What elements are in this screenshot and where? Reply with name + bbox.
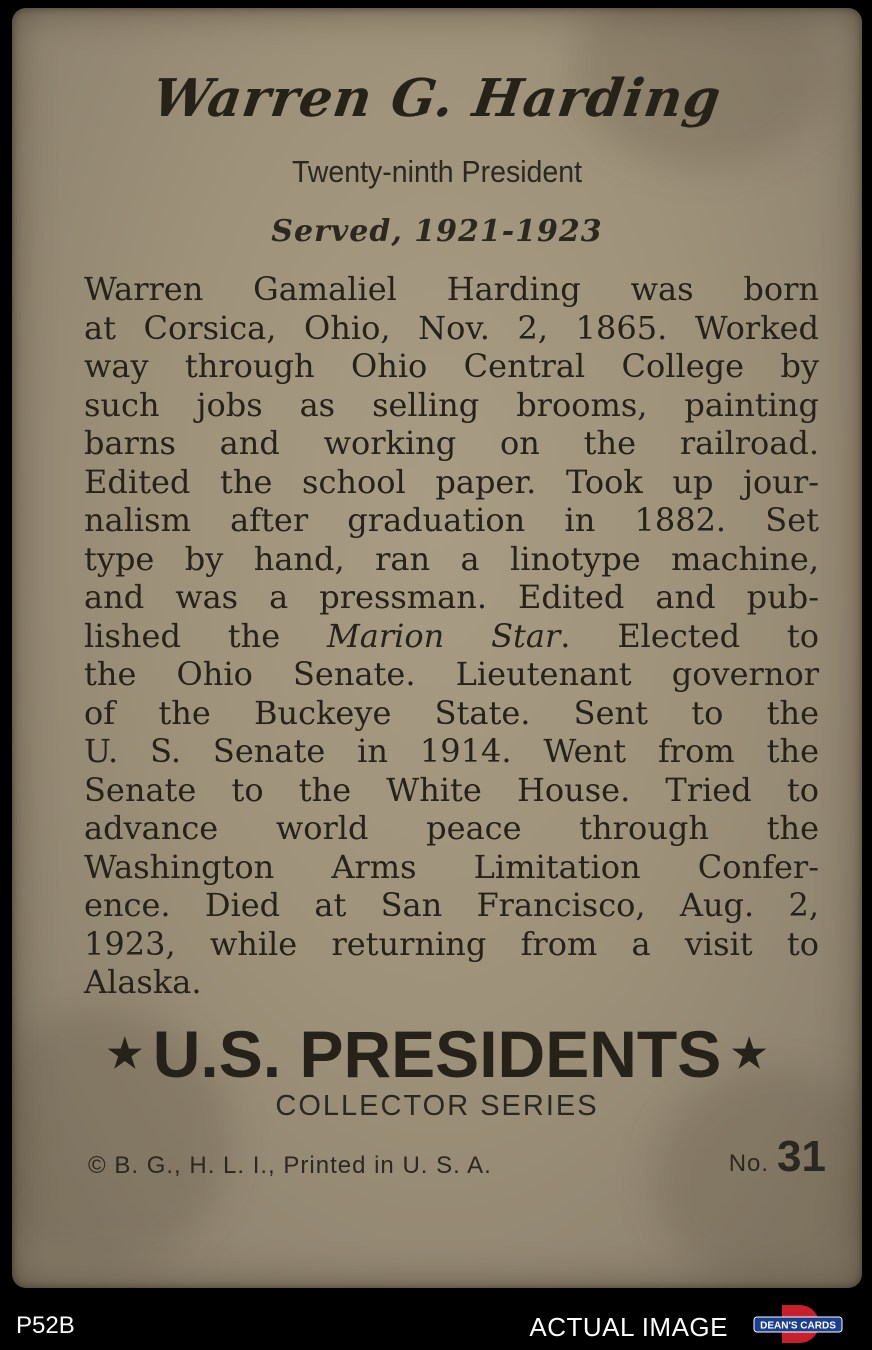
deans-cards-logo-icon xyxy=(752,1303,844,1345)
biography-line-text: lished the xyxy=(84,616,328,655)
card-number xyxy=(729,1132,826,1182)
biography-line: such jobs as selling brooms, painting xyxy=(84,385,819,424)
series-title-text: U.S. PRESIDENTS xyxy=(152,1017,722,1091)
star-icon: ★ xyxy=(731,1032,768,1076)
logo-text: DEAN'S CARDS xyxy=(760,1320,836,1332)
series-title xyxy=(12,1016,862,1092)
president-name: Warren G. Harding xyxy=(148,68,726,129)
biography-line: at Corsica, Ohio, Nov. 2, 1865. Worked xyxy=(84,308,819,347)
biography-line: of the Buckeye State. Sent to the xyxy=(84,693,819,732)
biography-line: Senate to the White House. Tried to xyxy=(84,770,819,809)
president-office: Twenty-ninth President xyxy=(291,154,583,189)
footer-actual-image-label: ACTUAL IMAGE xyxy=(529,1312,728,1342)
series-subtitle: COLLECTOR SERIES xyxy=(275,1090,599,1122)
biography-line: type by hand, ran a linotype machine, xyxy=(84,539,819,578)
biography-line: Alaska. xyxy=(84,963,202,1001)
newspaper-title: Marion Star xyxy=(327,616,561,655)
card-number-label: No. xyxy=(728,1150,770,1177)
biography-line: Washington Arms Limitation Confer- xyxy=(84,847,819,886)
term-served: Served, 1921-1923 xyxy=(271,214,603,249)
biography-line: way through Ohio Central College by xyxy=(84,347,819,385)
biography-line: nalism after graduation in 1882. Set xyxy=(84,501,819,539)
card-number-value: 31 xyxy=(777,1132,826,1181)
biography-line: Edited the school paper. Took up jour- xyxy=(84,462,819,501)
footer-item-code: P52B xyxy=(16,1312,75,1339)
star-icon: ★ xyxy=(106,1032,143,1076)
biography-line-text: . Elected to xyxy=(560,616,820,655)
copyright-line: © B. G., H. L. I., Printed in U. S. A. xyxy=(88,1152,492,1179)
trading-card-back xyxy=(12,8,862,1288)
biography-line: Warren Gamaliel Harding was born xyxy=(84,270,819,308)
biography-line: 1923, while returning from a visit to xyxy=(84,924,819,963)
biography-text xyxy=(84,270,819,1002)
biography-line: ence. Died at San Francisco, Aug. 2, xyxy=(84,886,819,924)
biography-line: barns and working on the railroad. xyxy=(84,424,819,462)
biography-line: U. S. Senate in 1914. Went from the xyxy=(84,732,819,770)
biography-line: advance world peace through the xyxy=(84,809,819,847)
biography-line: the Ohio Senate. Lieutenant governor xyxy=(84,655,819,693)
biography-line xyxy=(84,617,819,656)
biography-line: and was a pressman. Edited and pub- xyxy=(84,578,819,616)
